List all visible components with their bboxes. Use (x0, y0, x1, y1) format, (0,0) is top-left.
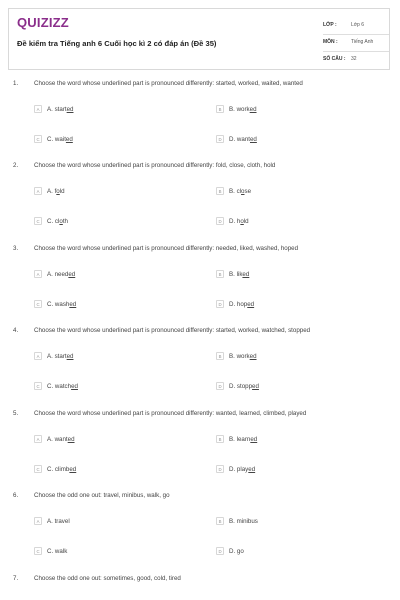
answer-option[interactable] (216, 300, 254, 308)
option-text (47, 548, 67, 555)
option-text (47, 518, 70, 525)
answer-option[interactable] (34, 105, 74, 113)
option-underlined-part: o (56, 187, 60, 195)
option-underlined-part: ed (250, 435, 258, 443)
option-underlined-part: ed (67, 435, 75, 443)
option-text-prefix: C. wash (47, 300, 70, 308)
answer-option[interactable] (34, 435, 75, 443)
option-letter-box[interactable]: B (216, 105, 224, 113)
question-number: 6. (13, 492, 19, 499)
option-text-prefix: A. start (47, 352, 67, 360)
option-text-prefix: A. travel (47, 517, 70, 525)
option-text-prefix: B. lik (229, 270, 243, 278)
option-text (47, 218, 68, 225)
answer-option[interactable] (216, 270, 249, 278)
option-text-prefix: B. cl (229, 187, 242, 195)
option-text (229, 136, 257, 143)
question-text: Choose the word whose underlined part is pronounced differently: started, worked, waited, wanted (34, 80, 303, 87)
answer-option[interactable] (34, 270, 75, 278)
option-text-prefix: C. wait (47, 135, 66, 143)
option-underlined-part: ed (71, 382, 78, 390)
option-underlined-part: ed (249, 352, 257, 360)
meta-row-grade (323, 18, 389, 35)
option-underlined-part: ed (66, 105, 74, 113)
option-letter-box[interactable]: B (216, 270, 224, 278)
question-text: Choose the word whose underlined part is pronounced differently: fold, close, cloth, hold (34, 162, 276, 169)
option-letter-box[interactable]: B (216, 435, 224, 443)
option-text (229, 466, 255, 473)
meta-row-subject (323, 35, 389, 52)
option-underlined-part: o (240, 217, 244, 225)
option-text-suffix: ld (243, 217, 249, 225)
question-text: Choose the odd one out: travel, minibus, walk, go (34, 492, 170, 499)
option-text (229, 383, 259, 390)
option-text (229, 436, 257, 443)
question-number: 4. (13, 327, 19, 334)
option-letter-box[interactable]: B (216, 187, 224, 195)
option-letter-box[interactable]: C (34, 300, 42, 308)
answer-option[interactable] (34, 300, 76, 308)
option-letter-box[interactable]: C (34, 382, 42, 390)
answer-option[interactable] (216, 517, 258, 525)
option-text-prefix: C. watch (47, 382, 72, 390)
option-underlined-part: o (241, 187, 245, 195)
worksheet-header (8, 8, 390, 70)
answer-option[interactable] (216, 435, 257, 443)
quizizz-logo: QUIZIZZ (17, 15, 69, 30)
option-letter-box[interactable]: D (216, 135, 224, 143)
option-text (47, 383, 78, 390)
option-text-prefix: B. work (229, 352, 250, 360)
option-text (229, 188, 251, 195)
option-text (47, 271, 75, 278)
option-text-prefix: A. want (47, 435, 68, 443)
option-text-prefix: D. hop (229, 300, 248, 308)
option-text (47, 353, 74, 360)
meta-label: MÔN : (323, 39, 338, 45)
option-underlined-part: ed (252, 382, 259, 390)
option-letter-box[interactable]: B (216, 352, 224, 360)
option-text-prefix: B. learn (229, 435, 251, 443)
meta-label: LỚP : (323, 22, 337, 28)
answer-option[interactable] (34, 217, 68, 225)
answer-option[interactable] (34, 135, 73, 143)
meta-value: 32 (351, 56, 357, 62)
option-text-prefix: C. walk (47, 547, 68, 555)
option-letter-box[interactable]: D (216, 382, 224, 390)
option-text (229, 301, 254, 308)
option-underlined-part: ed (69, 300, 77, 308)
answer-option[interactable] (216, 547, 244, 555)
question-text: Choose the odd one out: sometimes, good, cold, tired (34, 575, 181, 582)
meta-row-count (323, 52, 389, 68)
option-underlined-part: o (59, 217, 63, 225)
question-number: 5. (13, 410, 19, 417)
answer-option[interactable] (34, 352, 74, 360)
option-letter-box[interactable]: D (216, 300, 224, 308)
meta-value: Tiếng Anh (351, 39, 374, 45)
option-underlined-part: ed (69, 465, 77, 473)
question-text: Choose the word whose underlined part is pronounced differently: started, worked, watched, stopped (34, 327, 311, 334)
option-text (229, 271, 249, 278)
answer-option[interactable] (34, 517, 70, 525)
question-number: 7. (13, 575, 19, 582)
option-text (229, 218, 249, 225)
option-text-prefix: A. start (47, 105, 67, 113)
answer-option[interactable] (216, 135, 257, 143)
option-text-prefix: D. h (229, 217, 241, 225)
option-text-prefix: C. climb (47, 465, 70, 473)
option-text (47, 436, 75, 443)
option-text-prefix: A. f (47, 187, 57, 195)
question-text: Choose the word whose underlined part is pronounced differently: needed, liked, washed, hoped (34, 245, 299, 252)
option-text-prefix: D. go (229, 547, 244, 555)
option-letter-box[interactable]: D (216, 217, 224, 225)
option-letter-box[interactable]: A (34, 187, 42, 195)
option-text (229, 548, 244, 555)
option-text-prefix: B. minibus (229, 517, 258, 525)
option-text (229, 106, 257, 113)
option-letter-box[interactable]: D (216, 465, 224, 473)
option-letter-box[interactable]: A (34, 105, 42, 113)
option-text-prefix: A. need (47, 270, 69, 278)
option-text (229, 518, 258, 525)
option-letter-box[interactable]: C (34, 547, 42, 555)
option-underlined-part: ed (68, 270, 76, 278)
answer-option[interactable] (34, 382, 78, 390)
option-letter-box[interactable]: C (34, 217, 42, 225)
answer-option[interactable] (216, 187, 251, 195)
answer-option[interactable] (216, 217, 249, 225)
question-number: 3. (13, 245, 19, 252)
option-underlined-part: ed (247, 300, 255, 308)
option-text-prefix: B. work (229, 105, 250, 113)
option-text (47, 301, 76, 308)
answer-option[interactable] (216, 352, 257, 360)
answer-option[interactable] (216, 465, 255, 473)
option-underlined-part: ed (242, 270, 250, 278)
option-letter-box[interactable]: B (216, 517, 224, 525)
option-text (47, 136, 73, 143)
question-number: 2. (13, 162, 19, 169)
option-text (229, 353, 257, 360)
option-text-prefix: D. stopp (229, 382, 253, 390)
option-underlined-part: ed (248, 465, 256, 473)
question-number: 1. (13, 80, 19, 87)
answer-option[interactable] (216, 382, 259, 390)
option-text-prefix: C. cl (47, 217, 60, 225)
worksheet-title: Đề kiểm tra Tiếng anh 6 Cuối học kì 2 có đáp án (Đề 35) (17, 39, 217, 48)
option-underlined-part: ed (249, 105, 257, 113)
option-letter-box[interactable]: A (34, 270, 42, 278)
option-letter-box[interactable]: A (34, 517, 42, 525)
option-text (47, 466, 76, 473)
option-letter-box[interactable]: C (34, 465, 42, 473)
meta-table (323, 18, 389, 68)
option-text-suffix: th (62, 217, 68, 225)
option-letter-box[interactable]: A (34, 435, 42, 443)
option-underlined-part: ed (249, 135, 257, 143)
answer-option[interactable] (34, 465, 76, 473)
answer-option[interactable] (216, 105, 257, 113)
meta-label: SỐ CÂU : (323, 56, 346, 62)
option-text-prefix: D. want (229, 135, 250, 143)
option-text (47, 106, 74, 113)
answer-option[interactable] (34, 547, 67, 555)
option-letter-box[interactable]: A (34, 352, 42, 360)
option-text (47, 188, 65, 195)
option-letter-box[interactable]: D (216, 547, 224, 555)
answer-option[interactable] (34, 187, 65, 195)
option-underlined-part: ed (66, 352, 74, 360)
question-text: Choose the word whose underlined part is pronounced differently: wanted, learned, climbed, played (34, 410, 307, 417)
option-text-prefix: D. play (229, 465, 249, 473)
meta-value: Lớp 6 (351, 22, 365, 28)
option-letter-box[interactable]: C (34, 135, 42, 143)
option-text-suffix: ld (59, 187, 65, 195)
option-text-suffix: se (244, 187, 252, 195)
option-underlined-part: ed (65, 135, 73, 143)
